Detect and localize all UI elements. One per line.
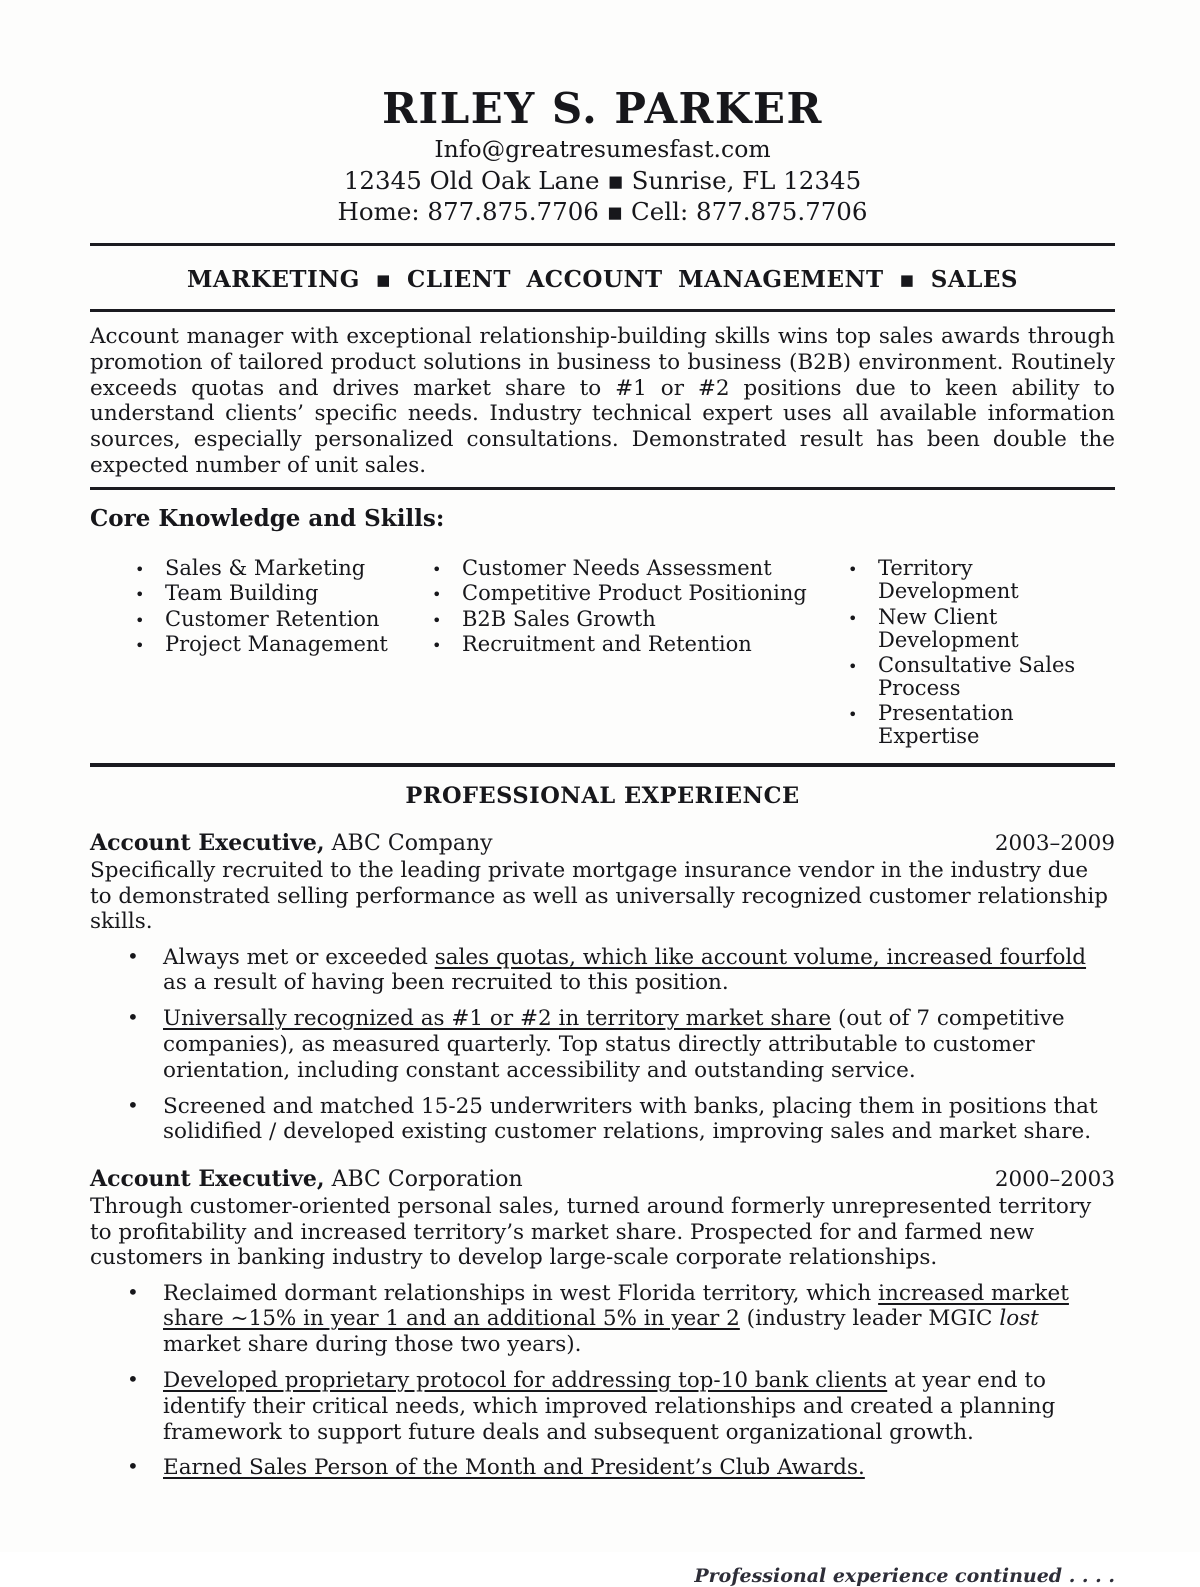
bullet-icon: • — [848, 704, 858, 724]
bullet-icon: • — [848, 608, 858, 628]
bullet-text-underlined: Earned Sales Person of the Month and President’s Club Awards. — [163, 1455, 865, 1481]
skill-label: B2B Sales Growth — [462, 606, 656, 631]
skill-item — [432, 608, 848, 631]
job-company: ABC Corporation — [331, 1167, 523, 1193]
bullet-icon: • — [848, 656, 858, 676]
skill-label: New Client Development — [878, 604, 1019, 652]
bullet-icon: • — [432, 635, 442, 655]
bullet-icon: • — [432, 560, 442, 580]
skill-label: Sales & Marketing — [165, 556, 366, 581]
skills-column-2 — [432, 557, 848, 750]
headline-tagline: MARKETING ▪ CLIENT ACCOUNT MANAGEMENT ▪ SALES — [186, 266, 1019, 294]
skill-label: Presentation Expertise — [878, 700, 1014, 749]
skill-label: Project Management — [165, 631, 388, 656]
skill-item — [848, 654, 1115, 700]
skills-grid — [135, 557, 1115, 750]
job-title — [90, 1166, 523, 1192]
bullet-text-underlined: Developed proprietary protocol for addressing top-10 bank clients — [163, 1367, 888, 1393]
divider — [90, 243, 1115, 246]
job-entry-2 — [90, 1166, 1115, 1481]
bullet-text: (out of 7 competitive companies), as measured quarterly. Top status directly attributable to customer orientation, including constant accessibility and outstanding service. — [163, 1006, 1065, 1083]
bullet-icon: • — [135, 585, 145, 605]
job-bullet — [90, 1368, 1115, 1445]
resume-header — [90, 86, 1115, 227]
bullet-text: Always met or exceeded — [163, 944, 435, 970]
continued-note: Professional experience continued . . . . — [694, 1565, 1115, 1587]
skill-label: Recruitment and Retention — [462, 631, 752, 656]
job-bullet — [90, 1455, 1115, 1481]
job-title — [90, 830, 493, 856]
bullet-text-italic: lost — [999, 1306, 1039, 1332]
bullet-text: (industry leader MGIC — [739, 1306, 1000, 1332]
skill-label: Customer Needs Assessment — [462, 556, 772, 581]
bullet-text: market share during those two years). — [163, 1332, 582, 1358]
bullet-text-underlined: increased market share ~15% in year 1 and an additional 5% in year 2 — [163, 1280, 1069, 1332]
skill-item — [432, 557, 848, 580]
skill-item — [135, 608, 432, 631]
skill-label: Customer Retention — [165, 606, 380, 631]
job-bullet — [90, 1281, 1115, 1358]
skill-item — [432, 582, 848, 605]
skill-item — [432, 633, 848, 656]
job-bullet — [90, 1006, 1115, 1083]
bullet-text: Screened and matched 15-25 underwriters with banks, placing them in positions that solidified / developed existing customer relations, improving sales and market share. — [163, 1093, 1098, 1145]
skill-label: Competitive Product Positioning — [462, 581, 807, 606]
job-bullet-list — [90, 1281, 1115, 1482]
skills-section-heading: Core Knowledge and Skills: — [90, 505, 445, 533]
skill-item — [848, 606, 1115, 652]
skill-item — [848, 702, 1115, 748]
divider — [90, 763, 1115, 767]
bullet-text: as a result of having been recruited to this position. — [163, 970, 729, 996]
divider — [90, 309, 1115, 312]
skill-item — [135, 633, 432, 656]
contact-address: 12345 Old Oak Lane ▪ Sunrise, FL 12345 — [343, 166, 862, 196]
skills-column-1 — [135, 557, 432, 750]
job-company: ABC Company — [331, 831, 493, 857]
bullet-text-underlined: Universally recognized as #1 or #2 in territory market share — [163, 1006, 832, 1032]
bullet-text-underlined: sales quotas, which like account volume, increased fourfold — [434, 944, 1087, 970]
skill-item — [848, 557, 1115, 603]
bullet-text: at year end to identify their critical needs, which improved relationships and created a planning framework to support future deals and subsequent organizational growth. — [163, 1367, 1056, 1445]
job-dates: 2000–2003 — [994, 1167, 1115, 1193]
job-summary: Through customer-oriented personal sales, turned around formerly unrepresented territory to profitability and increased territory’s market share. Prospected for and farmed new customers in banking industry to develop large-scale corporate relationships. — [90, 1194, 1092, 1271]
contact-email: Info@greatresumesfast.com — [434, 135, 771, 164]
bullet-icon: • — [848, 560, 858, 580]
bullet-icon: • — [432, 585, 442, 605]
job-summary: Specifically recruited to the leading private mortgage insurance vendor in the industry due to demonstrated selling performance as well as universally recognized customer relationship skills. — [90, 858, 1108, 935]
job-role: Account Executive, — [90, 1166, 325, 1193]
bullet-icon: • — [135, 635, 145, 655]
contact-phones: Home: 877.875.7706 ▪ Cell: 877.875.7706 — [337, 197, 868, 227]
experience-section-heading: PROFESSIONAL EXPERIENCE — [405, 783, 800, 810]
skill-label: Territory Development — [878, 556, 1019, 604]
job-bullet — [90, 1094, 1115, 1146]
job-dates: 2003–2009 — [994, 831, 1115, 857]
skill-label: Consultative Sales Process — [878, 652, 1076, 700]
skill-item — [135, 582, 432, 605]
skill-item — [135, 557, 432, 580]
bullet-text: Reclaimed dormant relationships in west Florida territory, which — [163, 1280, 879, 1306]
skills-column-3 — [848, 557, 1115, 750]
divider — [90, 487, 1115, 490]
bullet-icon: • — [135, 560, 145, 580]
skill-label: Team Building — [165, 581, 319, 606]
bullet-icon: • — [135, 610, 145, 630]
candidate-name: RILEY S. PARKER — [382, 84, 823, 133]
job-header — [90, 830, 1115, 856]
bullet-icon: • — [432, 610, 442, 630]
job-role: Account Executive, — [90, 830, 325, 857]
job-header — [90, 1166, 1115, 1192]
job-bullet-list — [90, 945, 1115, 1146]
job-entry-1 — [90, 830, 1115, 1145]
profile-summary: Account manager with exceptional relationship-building skills wins top sales awards through promotion of tailored product solutions in business to business (B2B) environment. Routinely exceeds quotas and drives market share to #1 or #2 positions due to keen ability to understand clients’ specific needs. Industry technical expert uses all available information sources, especially personalized consultations. Demonstrated result has been double the expected number of unit sales. — [90, 324, 1115, 478]
job-bullet — [90, 945, 1115, 997]
